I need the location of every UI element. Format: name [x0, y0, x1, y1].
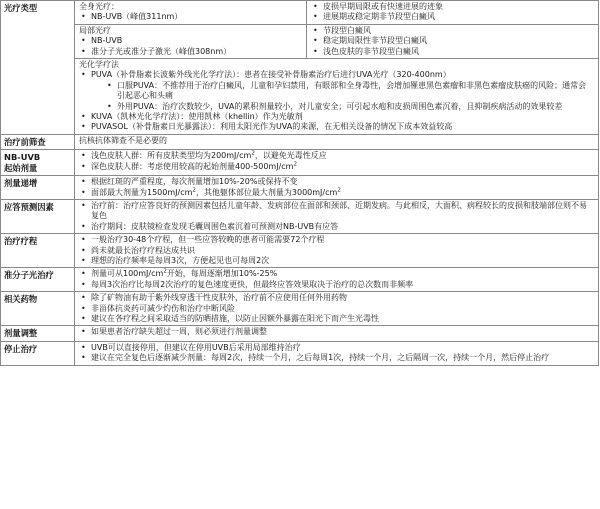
list-item: • 建议在各疗程之间采取适当的防晒措施，以防止因额外暴露在阳光下而产生光毒性 — [79, 314, 594, 324]
photochem-title: 光化学疗法 — [79, 60, 119, 70]
photochem-cell — [75, 59, 599, 135]
list-item: • 进展期或稳定期非节段型白癜风 — [311, 12, 594, 22]
row-response — [1, 199, 599, 233]
excimer-cell — [75, 268, 599, 292]
row-drugs — [1, 292, 599, 326]
increment-cell — [75, 176, 599, 200]
local-cell — [75, 24, 307, 58]
start-dose-header-line1: NB-UVB — [4, 152, 41, 163]
local-title: 局部光疗 — [79, 25, 111, 35]
list-item: • 治疗前：治疗应答良好的预测因素包括儿童年龄、发病部位在面部和颈部、近期发病。与此相反，大面积、病程较长的皮损和肢端部位则不易复色 — [79, 201, 594, 222]
local-indications — [307, 24, 599, 58]
course-cell — [75, 234, 599, 268]
list-item: • 剂量可从$100mJ/cm^2$开始，每周逐渐增加10%-25% — [79, 269, 594, 279]
row-types-local — [1, 24, 599, 58]
row-header-stop: 停止治疗 — [1, 341, 75, 365]
row-header-screening: 治疗前筛查 — [1, 134, 75, 149]
row-types-whole-body — [1, 1, 599, 25]
row-stop — [1, 341, 599, 365]
row-header-increment: 剂量递增 — [1, 176, 75, 200]
list-item: • 建议在完全复色后逐渐减少剂量：每周2次，持续一个月，之后每周1次，持续一个月，之后隔周一次，持续一个月，然后停止治疗 — [79, 353, 594, 363]
response-cell — [75, 199, 599, 233]
row-header-drugs: 相关药物 — [1, 292, 75, 326]
list-item: • 口服PUVA：不推荐用于治疗白癜风，儿童和孕妇禁用，有眼部和全身毒性，会增加罹患黑色素瘤和非黑色素瘤皮肤癌的风险；通常会引起恶心和头痛 — [105, 81, 594, 102]
list-item: • NB-UVB — [79, 36, 302, 46]
list-item: • 深色皮肤人群：考虑使用较高的起始剂量$400-500mJ/cm^2$ — [79, 162, 594, 172]
drugs-cell — [75, 292, 599, 326]
row-header-types: 光疗类型 — [1, 1, 75, 135]
list-item: • 浅色皮肤的非节段型白癜风 — [311, 47, 594, 57]
list-item: • 皮损早期局限或有快速进展的迹象 — [311, 2, 594, 12]
list-item: • UVB可以直接停用，但建议在停用UVB后采用局部维持治疗 — [79, 343, 594, 353]
row-header-start-dose — [1, 150, 75, 176]
list-item: • 如果患者治疗缺失超过一周，则必须进行剂量调整 — [79, 327, 594, 337]
list-item: • 节段型白癜风 — [311, 26, 594, 36]
list-item: • 稳定期局限性非节段型白癜风 — [311, 36, 594, 46]
row-header-excimer: 准分子光治疗 — [1, 268, 75, 292]
list-item — [79, 70, 594, 112]
list-item: • 尚未就最长治疗疗程达成共识 — [79, 246, 594, 256]
whole-body-indications — [307, 1, 599, 25]
row-types-photochem — [1, 59, 599, 135]
whole-body-title: 全身光疗： — [79, 2, 119, 11]
list-item: • 根据红斑的严重程度，每次剂量增加10%-20%或保持不变 — [79, 177, 594, 187]
list-item: • 一般治疗30-48个疗程，但一些应答较晚的患者可能需要72个疗程 — [79, 235, 594, 245]
row-screening — [1, 134, 599, 149]
list-item: • 非甾体抗炎药可减少灼伤和治疗中断风险 — [79, 304, 594, 314]
list-item: • KUVA（凯林光化学疗法）：使用凯林（khellin）作为光敏剂 — [79, 112, 594, 122]
list-item: • NB-UVB（峰值311nm） — [79, 12, 302, 22]
row-start-dose — [1, 150, 599, 176]
row-increment — [1, 176, 599, 200]
list-item: • 治疗期间：皮肤镜检查发现毛囊周围色素沉着可预测对NB-UVB有应答 — [79, 222, 594, 232]
list-item: • 面部最大剂量为$1500mJ/cm^2$，其他躯体部位最大剂量为$3000mJ/cm^2$ — [79, 188, 594, 198]
adjust-cell — [75, 326, 599, 341]
row-adjust — [1, 326, 599, 341]
puva-text: PUVA（补骨脂素长波紫外线光化学疗法）：患者在接受补骨脂素治疗后进行UVA光疗（320-400nm） — [91, 70, 451, 80]
list-item: • 每周3次治疗比每周2次治疗的复色速度更快，但最终应答效果取决于治疗的总次数而非频率 — [79, 280, 594, 290]
row-course — [1, 234, 599, 268]
list-item: • 外用PUVA：治疗次数较少，UVA的累积剂量较小，对儿童安全；可引起水疱和皮损周围色素沉着，且抑制疾病活动的效果较差 — [105, 102, 594, 112]
whole-body-cell — [75, 1, 307, 25]
list-item: • 理想的治疗频率是每周3次，方便起见也可每周2次 — [79, 256, 594, 266]
list-item: • PUVASOL（补骨脂素日光暴露法）：利用太阳光作为UVA的来源，在无相关设备的情况下成本效益较高 — [79, 122, 594, 132]
list-item: • 除了矿物油有助于紫外线穿透干性皮肤外，治疗前不应使用任何外用药物 — [79, 293, 594, 303]
row-header-adjust: 剂量调整 — [1, 326, 75, 341]
start-dose-cell — [75, 150, 599, 176]
row-header-course: 治疗疗程 — [1, 234, 75, 268]
row-excimer — [1, 268, 599, 292]
stop-cell — [75, 341, 599, 365]
list-item: • 浅色皮肤人群：所有皮肤类型均为$200mJ/cm^2$，以避免光毒性反应 — [79, 151, 594, 161]
screening-text: 抗核抗体筛查不是必要的 — [75, 134, 599, 149]
row-header-response: 应答预测因素 — [1, 199, 75, 233]
start-dose-header-line2: 起始剂量 — [4, 162, 38, 173]
list-item: • 准分子光或准分子激光（峰值308nm） — [79, 47, 302, 57]
